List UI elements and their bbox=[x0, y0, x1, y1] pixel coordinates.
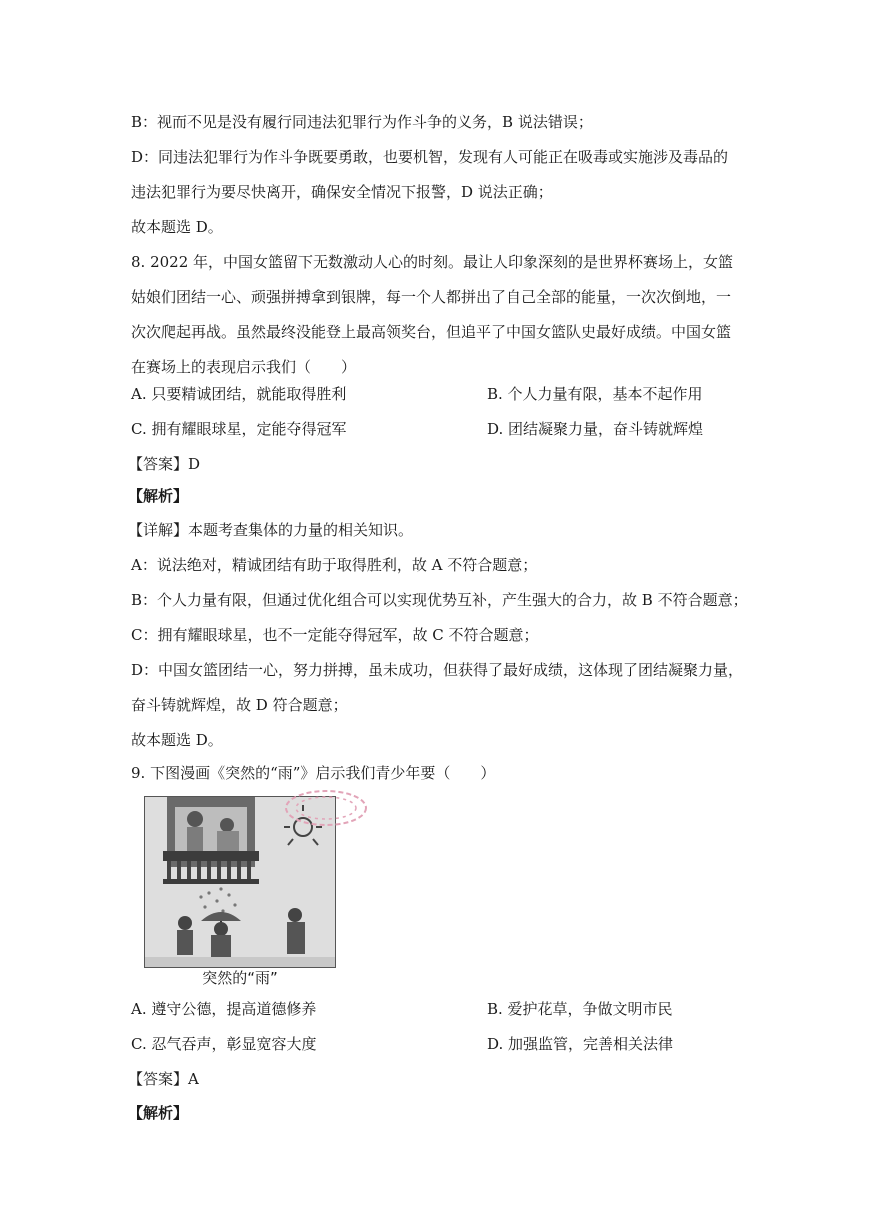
faded-stamp-mark bbox=[282, 786, 370, 830]
q8-stem-line-2: 姑娘们团结一心、顽强拼搏拿到银牌，每一个人都拼出了自己全部的能量，一次次倒地，一 bbox=[131, 288, 732, 306]
q8-stem-line-3: 次次爬起再战。虽然最终没能登上最高领奖台，但追平了中国女篮队史最好成绩。中国女篮 bbox=[131, 323, 732, 341]
q8-explanation-c: C：拥有耀眼球星，也不一定能夺得冠军，故 C 不符合题意； bbox=[131, 626, 539, 644]
q8-option-d: D. 团结凝聚力量，奋斗铸就辉煌 bbox=[487, 420, 704, 438]
q8-explanation-d-2: 奋斗铸就辉煌，故 D 符合题意； bbox=[131, 696, 348, 714]
q8-option-b: B. 个人力量有限，基本不起作用 bbox=[487, 385, 703, 403]
q8-option-a: A. 只要精诚团结，就能取得胜利 bbox=[131, 385, 347, 403]
q8-answer: 【答案】D bbox=[128, 455, 201, 473]
q9-comic-caption: 突然的“雨” bbox=[202, 969, 278, 987]
prev-explanation-d-1: D：同违法犯罪行为作斗争既要勇敢，也要机智，发现有人可能正在吸毒或实施涉及毒品的 bbox=[131, 148, 729, 166]
q9-option-a: A. 遵守公德，提高道德修养 bbox=[131, 1000, 317, 1018]
q8-explanation-b: B：个人力量有限，但通过优化组合可以实现优势互补，产生强大的合力，故 B 不符合题意； bbox=[131, 591, 748, 609]
q8-explanation-a: A：说法绝对，精诚团结有助于取得胜利，故 A 不符合题意； bbox=[131, 556, 538, 574]
prev-conclusion: 故本题选 D。 bbox=[131, 218, 223, 236]
q9-analysis-heading: 【解析】 bbox=[128, 1104, 189, 1122]
q9-stem: 9. 下图漫画《突然的“雨”》启示我们青少年要（ ） bbox=[131, 764, 496, 782]
prev-explanation-d-2: 违法犯罪行为要尽快离开，确保安全情况下报警，D 说法正确； bbox=[131, 183, 553, 201]
prev-explanation-b: B：视而不见是没有履行同违法犯罪行为作斗争的义务，B 说法错误； bbox=[131, 113, 593, 131]
q8-stem-line-1: 8. 2022 年，中国女篮留下无数激动人心的时刻。最让人印象深刻的是世界杯赛场上，女篮 bbox=[131, 253, 734, 271]
q9-option-b: B. 爱护花草，争做文明市民 bbox=[487, 1000, 673, 1018]
q8-stem-line-4: 在赛场上的表现启示我们（ ） bbox=[131, 358, 357, 376]
q8-analysis-heading: 【解析】 bbox=[128, 487, 189, 505]
q9-option-c: C. 忍气吞声，彰显宽容大度 bbox=[131, 1035, 317, 1053]
q8-option-c: C. 拥有耀眼球星，定能夺得冠军 bbox=[131, 420, 347, 438]
q9-option-d: D. 加强监管，完善相关法律 bbox=[487, 1035, 674, 1053]
q9-answer: 【答案】A bbox=[128, 1070, 199, 1088]
q8-detail: 【详解】本题考查集体的力量的相关知识。 bbox=[128, 521, 414, 539]
q8-conclusion: 故本题选 D。 bbox=[131, 731, 223, 749]
q8-explanation-d-1: D：中国女篮团结一心，努力拼搏，虽未成功，但获得了最好成绩，这体现了团结凝聚力量， bbox=[131, 661, 744, 679]
